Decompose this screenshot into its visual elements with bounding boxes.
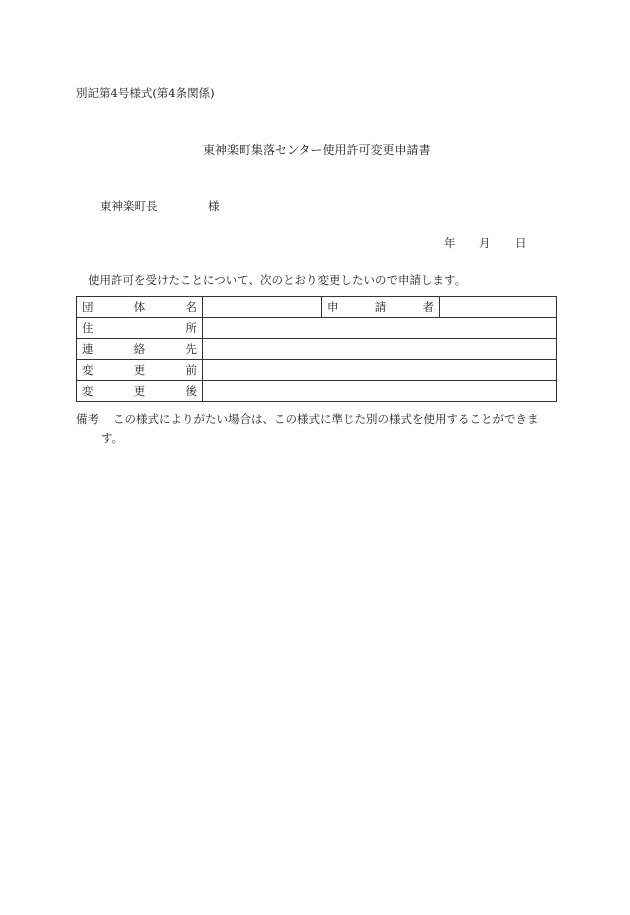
label-char: 申 <box>327 300 339 314</box>
date-line <box>444 236 527 250</box>
label-char: 変 <box>82 384 94 398</box>
table-row <box>77 297 557 318</box>
label-organization <box>77 297 203 318</box>
label-applicant <box>322 297 440 318</box>
label-char: 住 <box>82 321 94 335</box>
label-char: 請 <box>374 300 387 314</box>
table-row <box>77 318 557 339</box>
label-char: 後 <box>185 384 197 398</box>
label-char: 絡 <box>133 342 146 356</box>
addressee-honorific: 様 <box>208 199 220 213</box>
label-char: 更 <box>133 363 146 377</box>
label-char: 連 <box>82 342 94 356</box>
label-after-change <box>77 381 203 402</box>
label-char: 変 <box>82 363 94 377</box>
organization-field[interactable] <box>203 297 322 318</box>
table-row <box>77 360 557 381</box>
label-char: 更 <box>133 384 146 398</box>
before-change-field[interactable] <box>203 360 557 381</box>
addressee <box>100 199 220 213</box>
table-row <box>77 381 557 402</box>
label-char: 団 <box>82 300 94 314</box>
change-request-table <box>76 296 557 402</box>
label-char: 者 <box>422 300 434 314</box>
applicant-field[interactable] <box>440 297 557 318</box>
label-address <box>77 318 203 339</box>
label-char: 前 <box>185 363 197 377</box>
date-month: 月 <box>479 236 491 250</box>
table-row <box>77 339 557 360</box>
label-contact <box>77 339 203 360</box>
date-year: 年 <box>444 236 456 250</box>
address-field[interactable] <box>203 318 557 339</box>
form-number: 別記第4号様式(第4条関係) <box>76 86 215 100</box>
remarks-text-continued: す。 <box>101 431 124 445</box>
remarks-text: この様式によりがたい場合は、この様式に準じた別の様式を使用することができま <box>113 412 539 426</box>
addressee-name: 東神楽町長 <box>100 199 158 213</box>
label-char: 所 <box>185 321 197 335</box>
intro-text: 使用許可を受けたことについて、次のとおり変更したいので申請します。 <box>88 273 467 287</box>
label-char: 体 <box>133 300 146 314</box>
contact-field[interactable] <box>203 339 557 360</box>
remarks <box>76 410 562 448</box>
after-change-field[interactable] <box>203 381 557 402</box>
page-title: 東神楽町集落センター使用許可変更申請書 <box>203 143 431 157</box>
date-day: 日 <box>515 236 527 250</box>
label-char: 先 <box>185 342 197 356</box>
remarks-label: 備考 <box>76 412 99 426</box>
label-before-change <box>77 360 203 381</box>
label-char: 名 <box>185 300 197 314</box>
